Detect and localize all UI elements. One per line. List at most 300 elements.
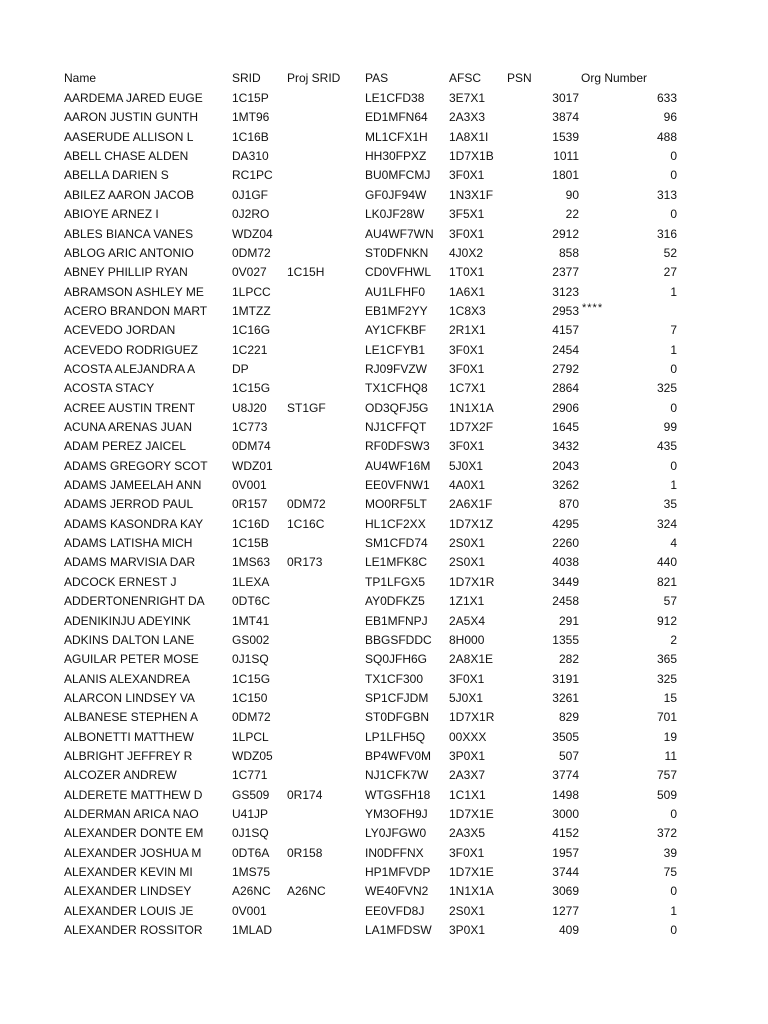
table-row xyxy=(0,786,768,805)
cell-afsc: 2A3X3 xyxy=(449,110,486,125)
cell-name: ABELLA DARIEN S xyxy=(64,168,169,183)
cell-afsc: 3F0X1 xyxy=(449,845,485,860)
cell-psn: 2458 xyxy=(552,594,579,609)
table-row xyxy=(0,495,768,514)
cell-name: ADAMS JERROD PAUL xyxy=(64,497,194,512)
cell-srid: 0DM74 xyxy=(232,439,271,454)
cell-pas: CD0VFHWL xyxy=(365,265,432,280)
table-row xyxy=(0,824,768,843)
cell-proj-srid: 0R158 xyxy=(287,845,323,860)
cell-org-number: 0 xyxy=(670,807,677,821)
cell-psn: 1957 xyxy=(552,845,579,860)
table-row xyxy=(0,476,768,495)
cell-proj-srid: ST1GF xyxy=(287,400,326,415)
cell-proj-srid: A26NC xyxy=(287,884,326,899)
table-row xyxy=(0,147,768,166)
table-row xyxy=(0,437,768,456)
table-row xyxy=(0,882,768,901)
cell-afsc: 2A8X1E xyxy=(449,652,494,667)
cell-pas: ST0DFNKN xyxy=(365,245,429,260)
cell-org-number: 1 xyxy=(670,284,677,299)
cell-org-number: 325 xyxy=(656,671,677,686)
cell-pas: NJ1CFFQT xyxy=(365,420,427,434)
cell-org-number: 7 xyxy=(670,323,677,338)
cell-name: ADAMS KASONDRA KAY xyxy=(64,516,204,531)
cell-srid: WDZ04 xyxy=(232,226,273,241)
cell-srid: 1C15G xyxy=(232,381,271,396)
cell-pas: WE40FVN2 xyxy=(365,884,429,899)
cell-afsc: 1C1X1 xyxy=(449,787,486,802)
cell-name: ABLOG ARIC ANTONIO xyxy=(64,245,194,260)
table-row xyxy=(0,766,768,785)
table-row xyxy=(0,341,768,360)
cell-pas: BU0MFCMJ xyxy=(365,168,431,183)
cell-org-number: 52 xyxy=(663,245,677,260)
table-row xyxy=(0,128,768,147)
cell-pas: EB1MF2YY xyxy=(365,303,428,318)
table-row xyxy=(0,728,768,747)
table-row xyxy=(0,515,768,534)
header-name: Name xyxy=(64,71,97,85)
cell-psn: 3744 xyxy=(552,865,579,879)
cell-srid: 1C16D xyxy=(232,516,270,531)
cell-name: ALANIS ALEXANDREA xyxy=(64,671,191,686)
cell-psn: 858 xyxy=(558,245,579,260)
cell-pas: HH30FPXZ xyxy=(365,149,427,164)
cell-psn: 4157 xyxy=(552,323,579,338)
cell-org-number: 821 xyxy=(656,574,677,589)
cell-psn: 1355 xyxy=(552,632,579,647)
cell-psn: 870 xyxy=(558,497,579,512)
table-row xyxy=(0,225,768,244)
cell-org-number: 912 xyxy=(656,613,677,628)
cell-afsc: 3F5X1 xyxy=(449,207,485,222)
cell-org-number: 0 xyxy=(670,458,677,473)
table-row xyxy=(0,244,768,263)
cell-name: ALEXANDER LINDSEY xyxy=(64,884,192,899)
cell-psn: 507 xyxy=(558,748,579,763)
cell-pas: NJ1CFK7W xyxy=(365,768,429,783)
header-pas: PAS xyxy=(365,71,389,85)
table-row xyxy=(0,108,768,127)
cell-srid: 0DM72 xyxy=(232,710,271,725)
cell-pas: LP1LFH5Q xyxy=(365,729,426,744)
cell-name: ALEXANDER JOSHUA M xyxy=(64,845,202,860)
cell-afsc: 1N3X1F xyxy=(449,187,494,202)
cell-afsc: 1A8X1I xyxy=(449,129,489,144)
cell-name: ALEXANDER ROSSITOR xyxy=(64,923,203,938)
table-row xyxy=(0,302,768,321)
cell-name: ALBRIGHT JEFFREY R xyxy=(64,748,193,763)
cell-org-number: 509 xyxy=(656,787,677,802)
header-proj-srid: Proj SRID xyxy=(287,71,341,85)
cell-pas: MO0RF5LT xyxy=(365,497,427,512)
cell-srid: 1C15G xyxy=(232,671,271,686)
cell-name: ACUNA ARENAS JUAN xyxy=(64,420,193,434)
cell-afsc: 1D7X2F xyxy=(449,420,494,434)
cell-org-number: 57 xyxy=(663,594,677,609)
table-row xyxy=(0,573,768,592)
cell-name: ALEXANDER DONTE EM xyxy=(64,826,204,841)
cell-name: ABNEY PHILLIP RYAN xyxy=(64,265,188,280)
cell-name: ABRAMSON ASHLEY ME xyxy=(64,284,204,299)
cell-name: ADAMS GREGORY SCOT xyxy=(64,458,208,473)
table-row xyxy=(0,166,768,185)
table-row xyxy=(0,650,768,669)
cell-srid: GS509 xyxy=(232,787,270,802)
cell-srid: 0J2RO xyxy=(232,207,270,222)
cell-srid: 0J1SQ xyxy=(232,826,269,841)
cell-name: ADKINS DALTON LANE xyxy=(64,632,195,647)
cell-afsc: 3F0X1 xyxy=(449,342,485,357)
cell-srid: 0DT6A xyxy=(232,845,270,860)
cell-afsc: 1N1X1A xyxy=(449,884,494,899)
cell-name: ALDERMAN ARICA NAO xyxy=(64,807,199,821)
cell-psn: 3874 xyxy=(552,110,579,125)
cell-psn: 1645 xyxy=(552,420,579,434)
cell-name: ALBANESE STEPHEN A xyxy=(64,710,199,725)
cell-org-number: 2 xyxy=(670,632,677,647)
cell-org-number: 488 xyxy=(656,129,677,144)
cell-name: ADAMS MARVISIA DAR xyxy=(64,555,196,570)
cell-pas: TX1CFHQ8 xyxy=(365,381,428,396)
cell-pas: OD3QFJ5G xyxy=(365,400,429,415)
cell-srid: 1C15B xyxy=(232,536,269,550)
cell-pas: ST0DFGBN xyxy=(365,710,430,725)
table-row xyxy=(0,805,768,824)
cell-afsc: 3P0X1 xyxy=(449,748,486,763)
cell-pas: SP1CFJDM xyxy=(365,690,429,705)
table-row xyxy=(0,418,768,437)
header-psn: PSN xyxy=(507,71,532,85)
cell-psn: 3191 xyxy=(552,671,579,686)
cell-psn: 2912 xyxy=(552,226,579,241)
cell-afsc: 2S0X1 xyxy=(449,555,486,570)
cell-org-number: 0 xyxy=(670,361,677,376)
cell-psn: 22 xyxy=(565,207,579,222)
cell-afsc: 1C7X1 xyxy=(449,381,486,396)
cell-name: ACEVEDO RODRIGUEZ xyxy=(64,342,199,357)
cell-srid: 1C16G xyxy=(232,323,271,338)
header-org-number: Org Number xyxy=(581,71,648,85)
cell-pas: LK0JF28W xyxy=(365,207,425,222)
cell-psn: 2864 xyxy=(552,381,579,396)
cell-srid: 1LEXA xyxy=(232,574,270,589)
cell-pas: LY0JFGW0 xyxy=(365,826,427,841)
cell-afsc: 4A0X1 xyxy=(449,478,486,492)
cell-afsc: 1Z1X1 xyxy=(449,594,485,609)
cell-org-number: 0 xyxy=(670,207,677,222)
cell-srid: 1LPCL xyxy=(232,729,269,744)
cell-name: AASERUDE ALLISON L xyxy=(64,129,194,144)
cell-pas: SM1CFD74 xyxy=(365,536,428,550)
cell-psn: 3123 xyxy=(552,284,579,299)
cell-org-number: 0 xyxy=(670,884,677,899)
cell-psn: 3432 xyxy=(552,439,579,454)
cell-org-number: 435 xyxy=(656,439,677,454)
cell-pas: LE1MFK8C xyxy=(365,555,428,570)
cell-note: **** xyxy=(582,301,604,314)
cell-pas: LA1MFDSW xyxy=(365,923,432,938)
cell-name: AARON JUSTIN GUNTH xyxy=(64,110,199,125)
table-row xyxy=(0,534,768,553)
cell-afsc: 5J0X1 xyxy=(449,690,484,705)
cell-name: ALEXANDER LOUIS JE xyxy=(64,903,194,918)
table-row xyxy=(0,457,768,476)
table-row xyxy=(0,863,768,882)
cell-pas: SQ0JFH6G xyxy=(365,652,428,667)
cell-org-number: 75 xyxy=(663,865,677,879)
table-row xyxy=(0,689,768,708)
cell-proj-srid: 0R173 xyxy=(287,555,323,570)
cell-org-number: 19 xyxy=(663,729,677,744)
cell-psn: 291 xyxy=(558,613,579,628)
cell-pas: IN0DFFNX xyxy=(365,845,424,860)
cell-srid: 1C771 xyxy=(232,768,268,783)
table-row xyxy=(0,553,768,572)
cell-srid: 0V027 xyxy=(232,265,267,280)
cell-srid: 0DT6C xyxy=(232,594,271,609)
cell-name: AGUILAR PETER MOSE xyxy=(64,652,199,667)
cell-psn: 3774 xyxy=(552,768,579,783)
table-row xyxy=(0,283,768,302)
cell-org-number: 96 xyxy=(663,110,677,125)
cell-afsc: 00XXX xyxy=(449,729,487,744)
cell-psn: 2953 xyxy=(552,303,579,318)
cell-org-number: 633 xyxy=(656,91,677,105)
cell-psn: 2906 xyxy=(552,400,579,415)
cell-afsc: 2A6X1F xyxy=(449,497,493,512)
cell-psn: 1277 xyxy=(552,903,579,918)
cell-afsc: 5J0X1 xyxy=(449,458,484,473)
cell-pas: EB1MFNPJ xyxy=(365,613,428,628)
cell-srid: 1MS75 xyxy=(232,865,271,879)
cell-afsc: 1D7X1R xyxy=(449,710,495,725)
cell-org-number: 316 xyxy=(656,226,677,241)
table-row xyxy=(0,844,768,863)
cell-org-number: 324 xyxy=(656,516,677,531)
cell-org-number: 757 xyxy=(656,768,677,783)
cell-psn: 3017 xyxy=(552,91,579,105)
cell-srid: U8J20 xyxy=(232,400,267,415)
cell-afsc: 2S0X1 xyxy=(449,903,486,918)
table-row xyxy=(0,263,768,282)
cell-psn: 4152 xyxy=(552,826,579,841)
cell-pas: BBGSFDDC xyxy=(365,632,432,647)
cell-name: ABELL CHASE ALDEN xyxy=(64,149,189,164)
cell-org-number: 15 xyxy=(663,690,677,705)
table-row xyxy=(0,921,768,940)
table-row xyxy=(0,399,768,418)
cell-psn: 3000 xyxy=(552,807,579,821)
cell-srid: 1C221 xyxy=(232,342,268,357)
cell-name: ABLES BIANCA VANES xyxy=(64,226,194,241)
cell-srid: A26NC xyxy=(232,884,271,899)
cell-proj-srid: 1C15H xyxy=(287,265,325,280)
cell-org-number: 313 xyxy=(656,187,677,202)
cell-pas: TX1CF300 xyxy=(365,671,424,686)
cell-afsc: 1D7X1B xyxy=(449,149,494,164)
cell-pas: GF0JF94W xyxy=(365,187,427,202)
cell-srid: 1MT96 xyxy=(232,110,270,125)
cell-org-number: 0 xyxy=(670,923,677,938)
cell-org-number: 99 xyxy=(663,420,677,434)
cell-psn: 282 xyxy=(558,652,579,667)
cell-pas: RF0DFSW3 xyxy=(365,439,430,454)
cell-afsc: 1D7X1E xyxy=(449,865,494,879)
cell-pas: WTGSFH18 xyxy=(365,787,431,802)
cell-srid: 0DM72 xyxy=(232,245,271,260)
header-afsc: AFSC xyxy=(449,71,482,85)
cell-org-number: 1 xyxy=(670,342,677,357)
cell-pas: AY1CFKBF xyxy=(365,323,427,338)
cell-name: ADDERTONENRIGHT DA xyxy=(64,594,205,609)
cell-org-number: 325 xyxy=(656,381,677,396)
cell-pas: TP1LFGX5 xyxy=(365,574,426,589)
cell-srid: 1MS63 xyxy=(232,555,271,570)
cell-afsc: 3F0X1 xyxy=(449,226,485,241)
cell-name: ACEVEDO JORDAN xyxy=(64,323,176,338)
cell-psn: 2792 xyxy=(552,361,579,376)
cell-psn: 4295 xyxy=(552,516,579,531)
cell-afsc: 3E7X1 xyxy=(449,91,486,105)
table-row xyxy=(0,205,768,224)
cell-psn: 3069 xyxy=(552,884,579,899)
cell-srid: GS002 xyxy=(232,632,270,647)
header-srid: SRID xyxy=(232,71,261,85)
table-row xyxy=(0,379,768,398)
cell-name: ALARCON LINDSEY VA xyxy=(64,690,195,705)
cell-org-number: 701 xyxy=(656,710,677,725)
cell-afsc: 1D7X1E xyxy=(449,807,494,821)
cell-proj-srid: 1C16C xyxy=(287,516,325,531)
table-row xyxy=(0,186,768,205)
cell-psn: 3261 xyxy=(552,690,579,705)
cell-pas: AU4WF16M xyxy=(365,458,431,473)
cell-org-number: 11 xyxy=(664,748,677,763)
table-row xyxy=(0,360,768,379)
cell-srid: 0J1SQ xyxy=(232,652,269,667)
cell-pas: YM3OFH9J xyxy=(365,807,428,821)
cell-afsc: 8H000 xyxy=(449,632,485,647)
cell-org-number: 0 xyxy=(670,400,677,415)
cell-psn: 90 xyxy=(565,187,579,202)
cell-pas: ML1CFX1H xyxy=(365,129,428,144)
cell-pas: AU4WF7WN xyxy=(365,226,434,241)
cell-org-number: 1 xyxy=(670,478,677,492)
cell-afsc: 3P0X1 xyxy=(449,923,486,938)
cell-org-number: 35 xyxy=(663,497,677,512)
table-row xyxy=(0,592,768,611)
cell-pas: EE0VFD8J xyxy=(365,903,425,918)
cell-afsc: 2A5X4 xyxy=(449,613,486,628)
table-row xyxy=(0,89,768,108)
cell-srid: 0R157 xyxy=(232,497,268,512)
cell-afsc: 3F0X1 xyxy=(449,671,485,686)
cell-org-number: 4 xyxy=(670,536,677,550)
cell-org-number: 39 xyxy=(663,845,677,860)
table-row xyxy=(0,902,768,921)
table-row xyxy=(0,612,768,631)
cell-afsc: 4J0X2 xyxy=(449,245,484,260)
cell-pas: LE1CFYB1 xyxy=(365,342,426,357)
cell-afsc: 2S0X1 xyxy=(449,536,486,550)
cell-org-number: 27 xyxy=(663,265,677,280)
cell-psn: 4038 xyxy=(552,555,579,570)
cell-psn: 829 xyxy=(558,710,579,725)
cell-srid: DA310 xyxy=(232,149,269,164)
cell-srid: 1C773 xyxy=(232,420,268,434)
cell-name: ACOSTA STACY xyxy=(64,381,155,396)
cell-psn: 1539 xyxy=(552,129,579,144)
cell-name: AARDEMA JARED EUGE xyxy=(64,91,203,105)
cell-name: ABIOYE ARNEZ I xyxy=(64,207,159,222)
cell-proj-srid: 0DM72 xyxy=(287,497,326,512)
cell-srid: 1C15P xyxy=(232,91,269,105)
cell-srid: 0V001 xyxy=(232,903,267,918)
cell-org-number: 440 xyxy=(656,555,677,570)
cell-afsc: 1C8X3 xyxy=(449,303,486,318)
cell-srid: RC1PC xyxy=(232,168,273,183)
cell-srid: DP xyxy=(232,361,249,376)
cell-afsc: 2R1X1 xyxy=(449,323,486,338)
table-row xyxy=(0,708,768,727)
cell-psn: 409 xyxy=(558,923,579,938)
cell-name: ALEXANDER KEVIN MI xyxy=(64,865,193,879)
cell-psn: 2454 xyxy=(552,342,579,357)
cell-name: ADENIKINJU ADEYINK xyxy=(64,613,191,628)
cell-name: ABILEZ AARON JACOB xyxy=(64,187,195,202)
cell-name: ALBONETTI MATTHEW xyxy=(64,729,194,744)
cell-psn: 3449 xyxy=(552,574,579,589)
cell-org-number: 372 xyxy=(656,826,677,841)
cell-proj-srid: 0R174 xyxy=(287,787,323,802)
cell-afsc: 3F0X1 xyxy=(449,168,485,183)
cell-psn: 1011 xyxy=(553,149,579,164)
cell-name: ADAM PEREZ JAICEL xyxy=(64,439,187,454)
cell-pas: AY0DFKZ5 xyxy=(365,594,425,609)
cell-afsc: 1N1X1A xyxy=(449,400,494,415)
cell-psn: 3505 xyxy=(552,729,579,744)
cell-psn: 1498 xyxy=(552,787,579,802)
cell-pas: LE1CFD38 xyxy=(365,91,425,105)
cell-pas: RJ09FVZW xyxy=(365,361,428,376)
cell-pas: HL1CF2XX xyxy=(365,516,426,531)
cell-psn: 2260 xyxy=(552,536,579,550)
cell-psn: 2377 xyxy=(552,265,579,280)
cell-afsc: 2A3X7 xyxy=(449,768,486,783)
cell-org-number: 365 xyxy=(656,652,677,667)
cell-pas: AU1LFHF0 xyxy=(365,284,426,299)
cell-org-number: 0 xyxy=(670,149,677,164)
cell-afsc: 3F0X1 xyxy=(449,361,485,376)
cell-pas: HP1MFVDP xyxy=(365,865,431,879)
cell-name: ACREE AUSTIN TRENT xyxy=(64,400,196,415)
table-row xyxy=(0,631,768,650)
cell-org-number: 0 xyxy=(670,168,677,183)
cell-afsc: 3F0X1 xyxy=(449,439,485,454)
cell-srid: WDZ01 xyxy=(232,458,273,473)
cell-name: ADAMS LATISHA MICH xyxy=(64,536,193,550)
cell-psn: 3262 xyxy=(552,478,579,492)
cell-name: ACERO BRANDON MART xyxy=(64,303,208,318)
cell-name: ALDERETE MATTHEW D xyxy=(64,787,203,802)
cell-srid: 1C16B xyxy=(232,129,269,144)
cell-srid: U41JP xyxy=(232,807,269,821)
cell-afsc: 1A6X1 xyxy=(449,284,486,299)
cell-afsc: 1D7X1Z xyxy=(449,516,494,531)
cell-srid: 1LPCC xyxy=(232,284,271,299)
